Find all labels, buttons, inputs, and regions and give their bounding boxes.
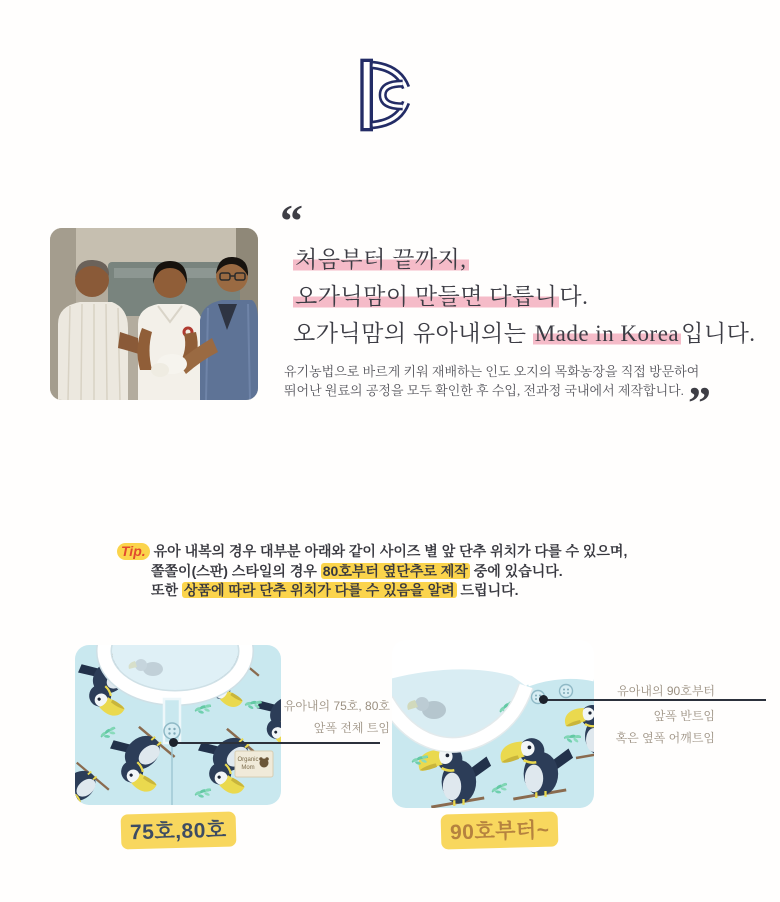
- left-annotation-line-2: 앞폭 전체 트임: [313, 721, 390, 735]
- left-pointer-line: [174, 742, 380, 744]
- right-annotation-line-2: 앞폭 반트임: [653, 709, 715, 723]
- right-pointer-dot-icon: [539, 695, 548, 704]
- right-pointer-line: [547, 699, 766, 701]
- svg-text:Mom: Mom: [241, 765, 255, 771]
- right-size-caption: 90호부터~: [392, 813, 608, 848]
- tip-line-3: 또한 상품에 따라 단추 위치가 다를 수 있음을 알려 드립니다.: [151, 582, 519, 598]
- left-annotation: [250, 695, 390, 739]
- quote-description-line-1: 유기농법으로 바르게 키워 재배하는 인도 오지의 목화농장을 직접 방문하여: [284, 364, 700, 379]
- quote-line-1: 처음부터 끝까지,: [295, 247, 467, 272]
- right-annotation-line-3: 혹은 옆폭 어깨트임: [615, 731, 715, 745]
- left-size-caption: 75호,80호: [75, 813, 281, 848]
- quote-open-icon: “: [280, 195, 303, 246]
- quote-line-2: 오가닉맘이 만들면 다릅니다.: [295, 284, 589, 309]
- right-annotation-bottom: [560, 705, 715, 749]
- organic-mom-tag: [235, 751, 273, 777]
- kc-certification-mark-icon: [0, 50, 780, 140]
- quote-description-line-2: 뛰어난 원료의 공정을 모두 확인한 후 수입, 전과정 국내에서 제작합니다.: [284, 383, 684, 398]
- cotton-farm-visit-photo: [50, 228, 258, 400]
- tip-line-1: Tip. 유아 내복의 경우 대부분 아래와 같이 사이즈 별 앞 단추 위치가 다를 수 있으며,: [117, 542, 627, 562]
- right-annotation-line-1: 유아내의 90호부터: [617, 684, 715, 698]
- left-annotation-line-1: 유아내의 75호, 80호: [283, 699, 390, 713]
- tip-label: Tip.: [117, 543, 150, 560]
- quote-description: [284, 362, 699, 400]
- kc-logo-icon: [360, 50, 420, 140]
- svg-text:Organic: Organic: [237, 757, 259, 763]
- quote-line-3: 오가닉맘의 유아내의는 Made in Korea입니다.: [293, 321, 756, 346]
- tip-line-2: 쫄쫄이(스판) 스타일의 경우 80호부터 옆단추로 제작 중에 있습니다.: [151, 562, 563, 579]
- left-pointer-dot-icon: [169, 738, 178, 747]
- quote-close-icon: ”: [688, 377, 711, 428]
- tip-section: [117, 542, 627, 601]
